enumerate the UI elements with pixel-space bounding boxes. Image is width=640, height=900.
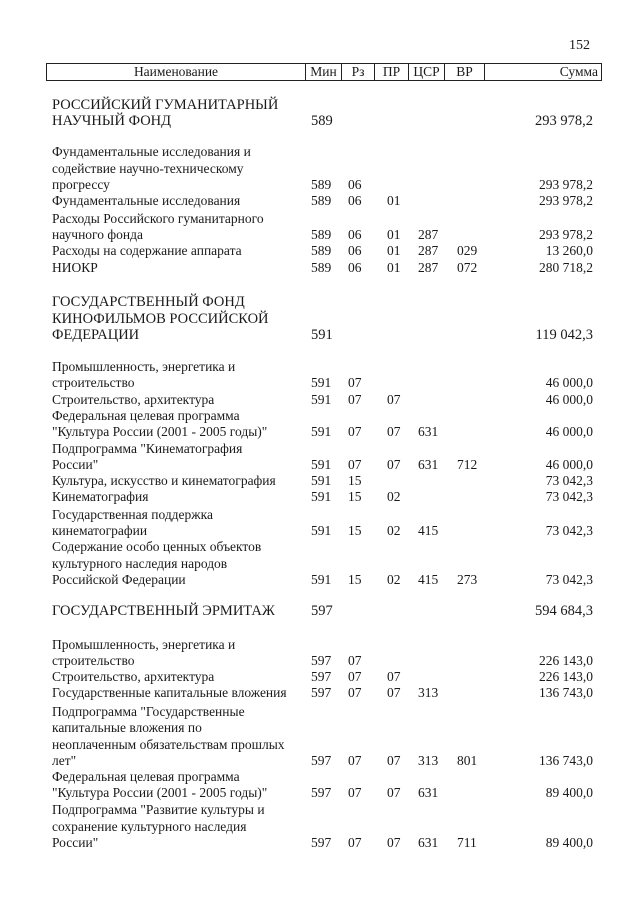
cell-min: 597 bbox=[311, 669, 332, 685]
table-row bbox=[0, 684, 640, 702]
cell-pr: 01 bbox=[387, 193, 401, 209]
table-row bbox=[0, 505, 640, 540]
cell-min: 589 bbox=[311, 113, 333, 130]
row-name-line: Расходы Российского гуманитарного bbox=[52, 210, 264, 226]
cell-pr: 07 bbox=[387, 392, 401, 408]
cell-min: 591 bbox=[311, 457, 332, 473]
row-name bbox=[52, 489, 302, 506]
table-row bbox=[0, 143, 640, 194]
row-name-line: РОССИЙСКИЙ ГУМАНИТАРНЫЙ bbox=[52, 96, 279, 113]
row-name-line: Строительство, архитектура bbox=[52, 392, 215, 408]
row-name-line: Промышленность, энергетика и bbox=[52, 636, 236, 652]
cell-pr: 07 bbox=[387, 424, 401, 440]
cell-sum: 73 042,3 bbox=[545, 489, 593, 505]
cell-min: 591 bbox=[311, 572, 332, 588]
row-name-line: строительство bbox=[52, 653, 135, 669]
row-name-line: лет" bbox=[52, 753, 77, 769]
cell-min: 597 bbox=[311, 603, 333, 620]
row-name bbox=[52, 243, 302, 260]
header-rz: Рз bbox=[341, 64, 374, 80]
cell-pr: 07 bbox=[387, 785, 401, 801]
row-name bbox=[52, 294, 302, 344]
cell-pr: 02 bbox=[387, 523, 401, 539]
row-name-line: Строительство, архитектура bbox=[52, 669, 215, 685]
cell-sum: 293 978,2 bbox=[539, 177, 593, 193]
cell-min: 597 bbox=[311, 653, 332, 669]
row-name-line: капитальные вложения по bbox=[52, 720, 202, 736]
cell-csr: 313 bbox=[418, 753, 439, 769]
header-vr: ВР bbox=[444, 64, 484, 80]
cell-rz: 07 bbox=[348, 375, 362, 391]
cell-sum: 280 718,2 bbox=[539, 260, 593, 276]
cell-sum: 136 743,0 bbox=[539, 685, 593, 701]
header-csr: ЦСР bbox=[408, 64, 444, 80]
cell-vr: 273 bbox=[457, 572, 478, 588]
row-name bbox=[52, 97, 302, 130]
row-name bbox=[52, 193, 302, 210]
cell-sum: 293 978,2 bbox=[535, 113, 593, 130]
row-name-line: Фундаментальные исследования и bbox=[52, 144, 251, 160]
row-name-line: Промышленность, энергетика и bbox=[52, 358, 236, 374]
row-name bbox=[52, 769, 302, 802]
row-name bbox=[52, 507, 302, 540]
cell-sum: 46 000,0 bbox=[545, 457, 593, 473]
cell-min: 597 bbox=[311, 835, 332, 851]
cell-min: 591 bbox=[311, 327, 333, 344]
cell-csr: 631 bbox=[418, 457, 439, 473]
row-name-line: Культура, искусство и кинематография bbox=[52, 473, 276, 489]
cell-csr: 631 bbox=[418, 424, 439, 440]
cell-pr: 07 bbox=[387, 753, 401, 769]
row-name bbox=[52, 637, 302, 670]
cell-min: 591 bbox=[311, 523, 332, 539]
cell-vr: 712 bbox=[457, 457, 478, 473]
cell-sum: 594 684,3 bbox=[535, 603, 593, 620]
row-name bbox=[52, 802, 302, 852]
cell-csr: 287 bbox=[418, 243, 439, 259]
table-row bbox=[0, 192, 640, 210]
row-name-line: Государственная поддержка bbox=[52, 506, 213, 522]
cell-rz: 15 bbox=[348, 473, 362, 489]
cell-sum: 226 143,0 bbox=[539, 653, 593, 669]
row-name bbox=[52, 441, 302, 474]
cell-sum: 136 743,0 bbox=[539, 753, 593, 769]
row-name-line: ГОСУДАРСТВЕННЫЙ ФОНД bbox=[52, 294, 245, 311]
table-row bbox=[0, 801, 640, 852]
row-name bbox=[52, 211, 302, 244]
table-row bbox=[0, 209, 640, 244]
row-name-line: кинематографии bbox=[52, 523, 148, 539]
row-name-line: Подпрограмма "Кинематография bbox=[52, 440, 243, 456]
row-name-line: НИОКР bbox=[52, 260, 98, 276]
cell-sum: 46 000,0 bbox=[545, 375, 593, 391]
row-name-line: сохранение культурного наследия bbox=[52, 818, 247, 834]
cell-rz: 06 bbox=[348, 177, 362, 193]
cell-sum: 89 400,0 bbox=[545, 835, 593, 851]
row-name-line: Федеральная целевая программа bbox=[52, 768, 240, 784]
cell-pr: 07 bbox=[387, 835, 401, 851]
cell-rz: 07 bbox=[348, 457, 362, 473]
header-pr: ПР bbox=[374, 64, 408, 80]
row-name-line: Подпрограмма "Государственные bbox=[52, 703, 245, 719]
table-row bbox=[0, 259, 640, 277]
row-name bbox=[52, 359, 302, 392]
row-name bbox=[52, 260, 302, 277]
cell-pr: 07 bbox=[387, 457, 401, 473]
cell-min: 597 bbox=[311, 685, 332, 701]
table-row bbox=[0, 538, 640, 589]
row-name-line: Российской Федерации bbox=[52, 572, 186, 588]
cell-rz: 07 bbox=[348, 653, 362, 669]
cell-rz: 07 bbox=[348, 753, 362, 769]
cell-rz: 07 bbox=[348, 685, 362, 701]
cell-sum: 73 042,3 bbox=[545, 572, 593, 588]
row-name-line: прогрессу bbox=[52, 177, 110, 193]
cell-min: 589 bbox=[311, 177, 332, 193]
cell-sum: 73 042,3 bbox=[545, 473, 593, 489]
cell-min: 591 bbox=[311, 489, 332, 505]
cell-rz: 15 bbox=[348, 523, 362, 539]
cell-csr: 415 bbox=[418, 572, 439, 588]
header-name: Наименование bbox=[133, 64, 219, 79]
row-name-line: Фундаментальные исследования bbox=[52, 193, 241, 209]
row-name-line: строительство bbox=[52, 375, 135, 391]
cell-min: 589 bbox=[311, 227, 332, 243]
cell-rz: 15 bbox=[348, 489, 362, 505]
cell-sum: 293 978,2 bbox=[539, 193, 593, 209]
header-sum: Сумма bbox=[484, 64, 601, 80]
row-name-line: Федеральная целевая программа bbox=[52, 407, 240, 423]
cell-pr: 02 bbox=[387, 489, 401, 505]
cell-rz: 15 bbox=[348, 572, 362, 588]
row-name bbox=[52, 144, 302, 194]
row-name bbox=[52, 603, 302, 620]
cell-rz: 07 bbox=[348, 669, 362, 685]
cell-sum: 13 260,0 bbox=[545, 243, 593, 259]
cell-csr: 287 bbox=[418, 227, 439, 243]
cell-csr: 313 bbox=[418, 685, 439, 701]
page-number: 152 bbox=[569, 38, 590, 53]
cell-min: 589 bbox=[311, 193, 332, 209]
cell-pr: 07 bbox=[387, 669, 401, 685]
organization-row bbox=[0, 293, 640, 344]
cell-min: 591 bbox=[311, 375, 332, 391]
cell-sum: 226 143,0 bbox=[539, 669, 593, 685]
table-row bbox=[0, 488, 640, 506]
cell-sum: 119 042,3 bbox=[535, 327, 593, 344]
cell-rz: 06 bbox=[348, 193, 362, 209]
cell-rz: 07 bbox=[348, 835, 362, 851]
row-name-line: научного фонда bbox=[52, 227, 143, 243]
cell-min: 589 bbox=[311, 260, 332, 276]
row-name-line: "Культура России (2001 - 2005 годы)" bbox=[52, 424, 268, 440]
cell-pr: 01 bbox=[387, 243, 401, 259]
row-name bbox=[52, 704, 302, 770]
cell-sum: 293 978,2 bbox=[539, 227, 593, 243]
cell-min: 591 bbox=[311, 424, 332, 440]
cell-min: 591 bbox=[311, 392, 332, 408]
row-name-line: Расходы на содержание аппарата bbox=[52, 243, 242, 259]
cell-vr: 711 bbox=[457, 835, 477, 851]
row-name-line: НАУЧНЫЙ ФОНД bbox=[52, 113, 172, 130]
cell-sum: 73 042,3 bbox=[545, 523, 593, 539]
table-row bbox=[0, 702, 640, 770]
cell-vr: 029 bbox=[457, 243, 478, 259]
cell-sum: 89 400,0 bbox=[545, 785, 593, 801]
cell-pr: 02 bbox=[387, 572, 401, 588]
row-name-line: Государственные капитальные вложения bbox=[52, 685, 287, 701]
row-name-line: Содержание особо ценных объектов bbox=[52, 539, 262, 555]
row-name-line: содействие научно-техническому bbox=[52, 160, 244, 176]
cell-csr: 631 bbox=[418, 785, 439, 801]
cell-csr: 287 bbox=[418, 260, 439, 276]
cell-vr: 072 bbox=[457, 260, 478, 276]
row-name-line: неоплаченным обязательствам прошлых bbox=[52, 736, 285, 752]
cell-rz: 06 bbox=[348, 243, 362, 259]
table-row bbox=[0, 242, 640, 260]
cell-rz: 07 bbox=[348, 785, 362, 801]
table-row bbox=[0, 635, 640, 670]
table-row bbox=[0, 357, 640, 392]
row-name-line: КИНОФИЛЬМОВ РОССИЙСКОЙ bbox=[52, 310, 269, 327]
row-name bbox=[52, 685, 302, 702]
row-name-line: Подпрограмма "Развитие культуры и bbox=[52, 802, 265, 818]
organization-row bbox=[0, 95, 640, 130]
cell-pr: 01 bbox=[387, 227, 401, 243]
cell-min: 589 bbox=[311, 243, 332, 259]
row-name-line: Кинематография bbox=[52, 489, 149, 505]
organization-row bbox=[0, 602, 640, 620]
header-min: Мин bbox=[305, 64, 341, 80]
row-name-line: ГОСУДАРСТВЕННЫЙ ЭРМИТАЖ bbox=[52, 603, 275, 620]
row-name-line: ФЕДЕРАЦИИ bbox=[52, 327, 140, 344]
row-name-line: России" bbox=[52, 457, 99, 473]
cell-rz: 07 bbox=[348, 424, 362, 440]
cell-vr: 801 bbox=[457, 753, 478, 769]
table-header bbox=[46, 63, 602, 81]
table-row bbox=[0, 767, 640, 802]
cell-rz: 07 bbox=[348, 392, 362, 408]
table-row bbox=[0, 439, 640, 474]
cell-min: 597 bbox=[311, 785, 332, 801]
cell-min: 591 bbox=[311, 473, 332, 489]
row-name-line: культурного наследия народов bbox=[52, 555, 228, 571]
cell-min: 597 bbox=[311, 753, 332, 769]
cell-csr: 415 bbox=[418, 523, 439, 539]
table-row bbox=[0, 406, 640, 441]
cell-sum: 46 000,0 bbox=[545, 392, 593, 408]
row-name bbox=[52, 539, 302, 589]
row-name-line: России" bbox=[52, 835, 99, 851]
row-name bbox=[52, 408, 302, 441]
cell-rz: 06 bbox=[348, 260, 362, 276]
cell-pr: 01 bbox=[387, 260, 401, 276]
cell-rz: 06 bbox=[348, 227, 362, 243]
row-name-line: "Культура России (2001 - 2005 годы)" bbox=[52, 785, 268, 801]
cell-sum: 46 000,0 bbox=[545, 424, 593, 440]
cell-csr: 631 bbox=[418, 835, 439, 851]
cell-pr: 07 bbox=[387, 685, 401, 701]
